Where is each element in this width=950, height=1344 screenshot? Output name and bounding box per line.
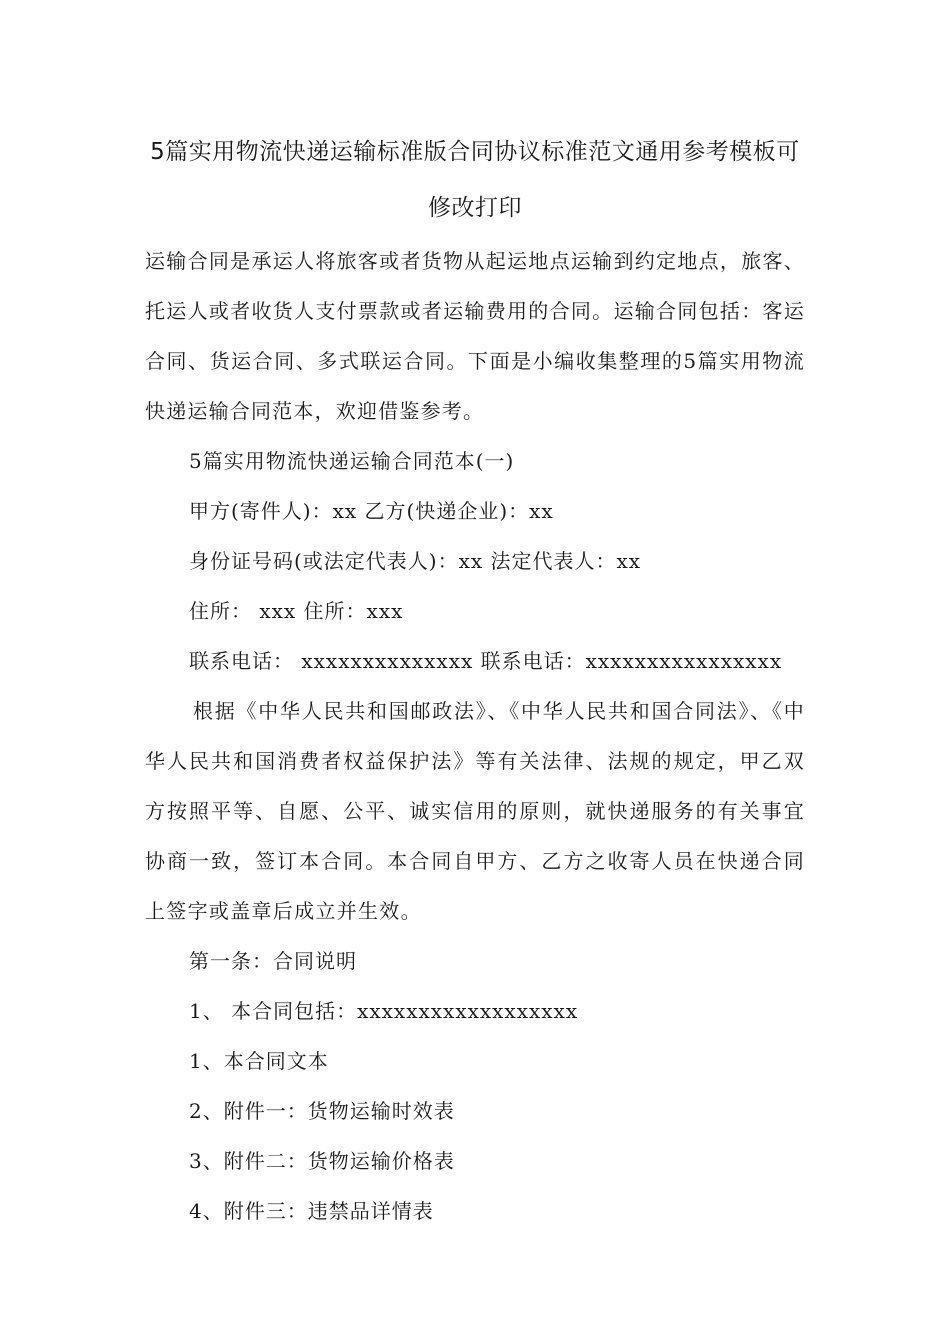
article-1-item: 1、 本合同包括：xxxxxxxxxxxxxxxxxx bbox=[189, 999, 579, 1023]
document-page bbox=[145, 124, 805, 1236]
article-1-item: 3、附件二：货物运输价格表 bbox=[189, 1149, 455, 1173]
id-line: 身份证号码(或法定代表人)：xx 法定代表人：xx bbox=[189, 549, 642, 573]
parties-line: 甲方(寄件人)：xx 乙方(快递企业)：xx bbox=[189, 499, 554, 523]
sample-heading: 5篇实用物流快递运输合同范本(一) bbox=[189, 449, 515, 473]
address-line: 住所： xxx 住所：xxx bbox=[189, 599, 404, 623]
legal-basis-paragraph: 根据《中华人民共和国邮政法》、《中华人民共和国合同法》、《中华人民共和国消费者权益保护法》等有关法律、法规的规定，甲乙双方按照平等、自愿、公平、诚实信用的原则，就快递服务的有关事宜协商一致，签订本合同。本合同自甲方、乙方之收寄人员在快递合同上签字或盖章后成立并生效。 bbox=[145, 699, 805, 923]
article-1-item: 4、附件三：违禁品详情表 bbox=[189, 1199, 434, 1223]
intro-paragraph: 运输合同是承运人将旅客或者货物从起运地点运输到约定地点，旅客、托运人或者收货人支付票款或者运输费用的合同。运输合同包括：客运合同、货运合同、多式联运合同。下面是小编收集整理的5篇实用物流快递运输合同范本，欢迎借鉴参考。 bbox=[145, 249, 805, 423]
article-1-heading: 第一条：合同说明 bbox=[189, 949, 357, 973]
document-title: 5篇实用物流快递运输标准版合同协议标准范文通用参考模板可修改打印 bbox=[150, 139, 800, 221]
article-1-item: 2、附件一：货物运输时效表 bbox=[189, 1099, 455, 1123]
article-1-item: 1、本合同文本 bbox=[189, 1049, 329, 1073]
phone-line: 联系电话： xxxxxxxxxxxxxx 联系电话：xxxxxxxxxxxxxxxx bbox=[189, 649, 783, 673]
